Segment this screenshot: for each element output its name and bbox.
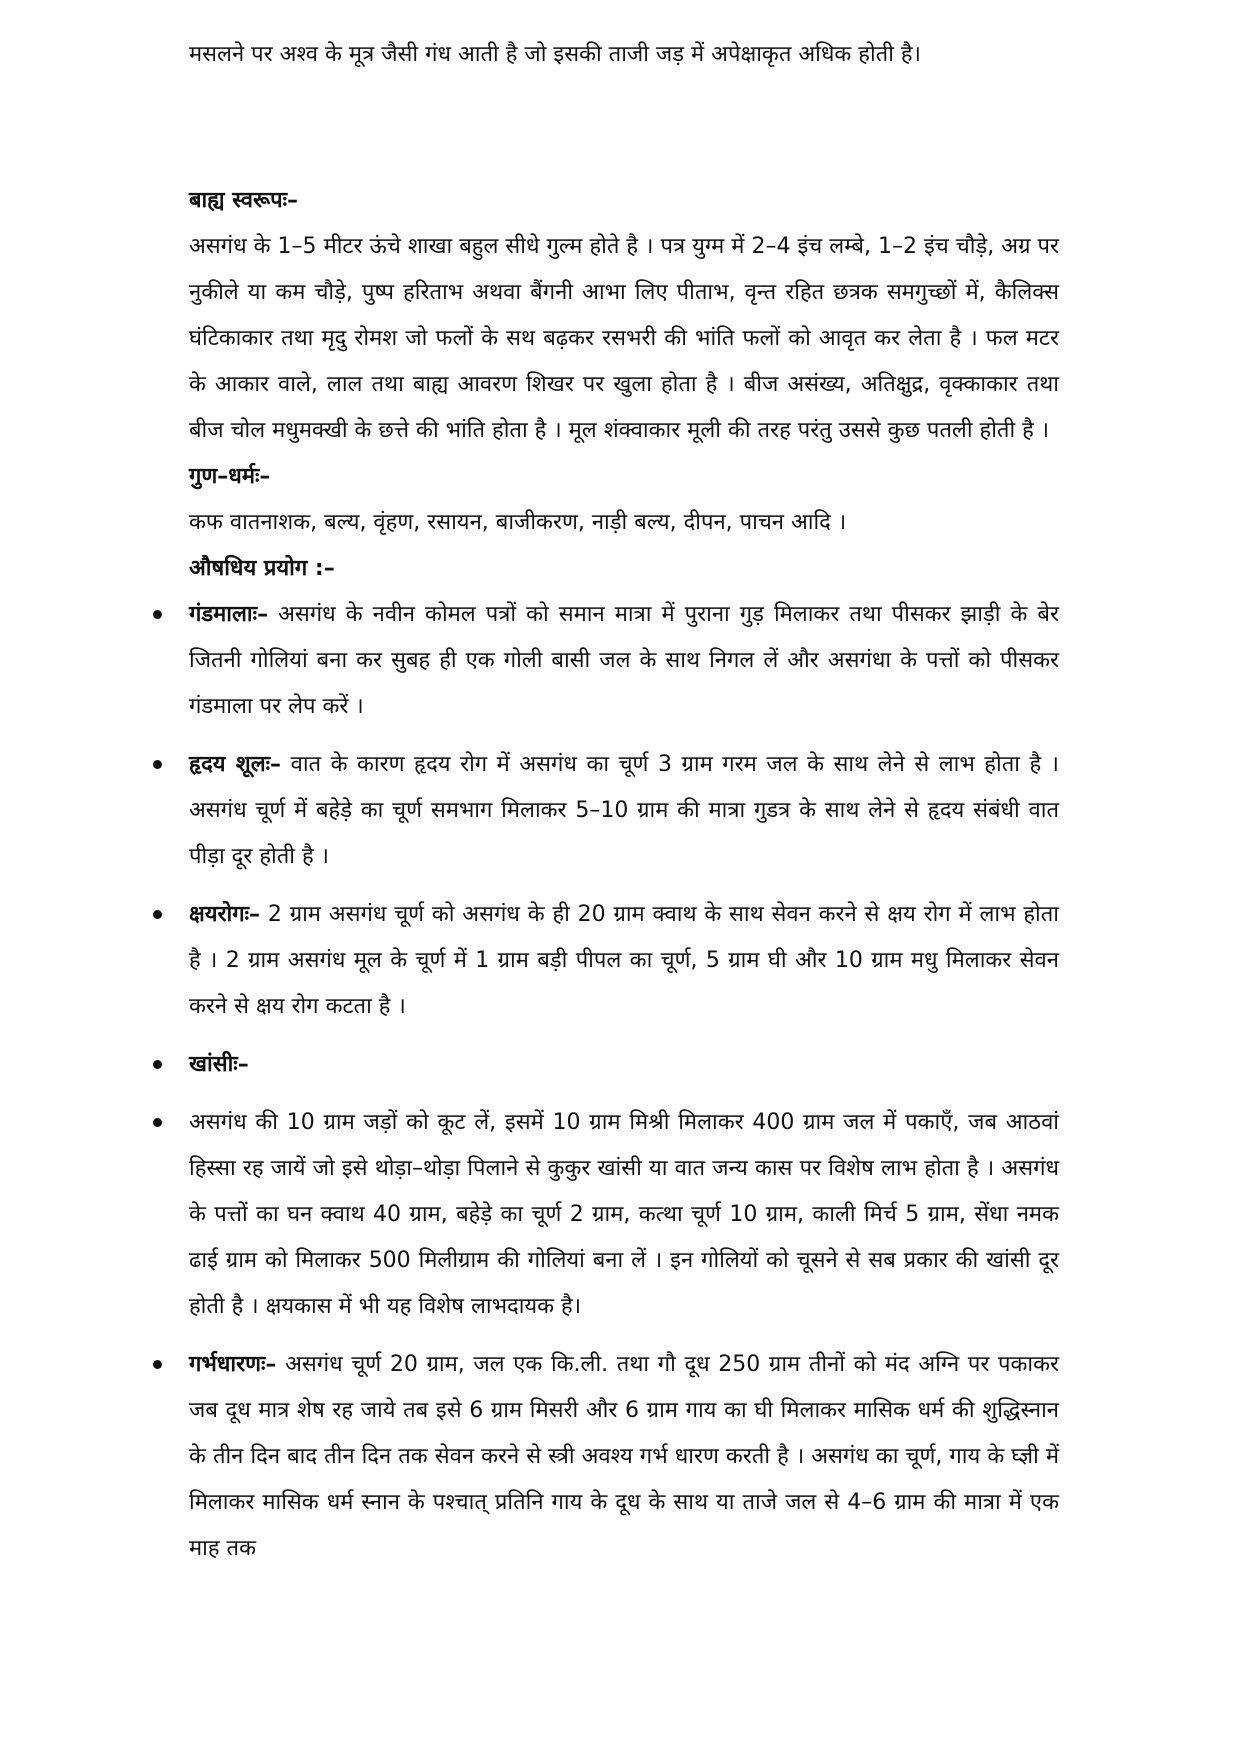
list-item-text: असगंध की 10 ग्राम जड़ों को कूट लें, इसमें 10 ग्राम मिश्री मिलाकर 400 ग्राम जल में पकाएँ, जब आठवां हिस्सा रह जायें जो इसे थोड़ा–थोड़ा पिलाने से कुकुर खांसी या वात जन्य कास पर विशेष लाभ होता है । असगंध के पत्तों का घन क्वाथ 40 ग्राम, बहेड़े का चूर्ण 2 ग्राम, कत्था चूर्ण 10 ग्राम, काली मिर्च 5 ग्राम, सेंधा नमक ढाई ग्राम को मिलाकर 500 मिलीग्राम की गोलियां बना लें । इन गोलियों को चूसने से सब प्रकार की खांसी दूर होती है । क्षयकास में भी यह विशेष लाभदायक है। bbox=[189, 1110, 1059, 1319]
list-item-term: खांसीः– bbox=[189, 1052, 249, 1077]
medicinal-use-list bbox=[189, 592, 1059, 1572]
list-item-text: असगंध चूर्ण 20 ग्राम, जल एक कि.ली. तथा गौ दूध 250 ग्राम तीनों को मंद अग्नि पर पकाकर जब दूध मात्र शेष रह जाये तब इसे 6 ग्राम मिसरी और 6 ग्राम गाय का घी मिलाकर मासिक धर्म की शुद्धिस्नान के तीन दिन बाद तीन दिन तक सेवन करने से स्त्री अवश्य गर्भ धारण करती है । असगंध का चूर्ण, गाय के घ्ज्ञी में मिलाकर मासिक धर्म स्नान के पश्चात् प्रतिनि गाय के दूध के साथ या ताजे जल से 4–6 ग्राम की मात्रा में एक माह तक bbox=[189, 1352, 1059, 1561]
list-item bbox=[189, 1342, 1059, 1572]
intro-paragraph: मसलने पर अश्व के मूत्र जैसी गंध आती है जो इसकी ताजी जड़ में अपेक्षाकृत अधिक होती है। bbox=[189, 42, 921, 67]
list-item-text: 2 ग्राम असगंध चूर्ण को असगंध के ही 20 ग्राम क्वाथ के साथ सेवन करने से क्षय रोग में लाभ होता है । 2 ग्राम असगंध मूल के चूर्ण में 1 ग्राम बड़ी पीपल का चूर्ण, 5 ग्राम घी और 10 ग्राम मधु मिलाकर सेवन करने से क्षय रोग कटता है । bbox=[189, 902, 1059, 1019]
list-item bbox=[189, 1100, 1059, 1330]
bullet-icon bbox=[153, 910, 162, 919]
bullet-icon bbox=[153, 1360, 162, 1369]
medicinal-use-heading: औषधिय प्रयोग :– bbox=[189, 556, 335, 581]
document-body bbox=[189, 32, 1059, 1584]
bullet-icon bbox=[153, 1060, 162, 1069]
bullet-icon bbox=[153, 1118, 162, 1127]
properties-paragraph: कफ वातनाशक, बल्य, वृंहण, रसायन, बाजीकरण, नाड़ी बल्य, दीपन, पाचन आदि । bbox=[189, 510, 847, 535]
list-item-text: असगंध के नवीन कोमल पत्रों को समान मात्रा में पुराना गुड़ मिलाकर तथा पीसकर झाड़ी के बेर जितनी गोलियां बना कर सुबह ही एक गोली बासी जल के साथ निगल लें और असगंधा के पत्तों को पीसकर गंडमाला पर लेप करें । bbox=[189, 602, 1059, 719]
list-item bbox=[189, 892, 1059, 1030]
list-item bbox=[189, 742, 1059, 880]
bullet-icon bbox=[153, 610, 162, 619]
external-form-heading: बाह्य स्वरूपः– bbox=[189, 188, 299, 213]
external-form-paragraph: असगंध के 1–5 मीटर ऊंचे शाखा बहुल सीधे गुल्म होते है । पत्र युग्म में 2–4 इंच लम्बे, 1–2 इंच चौड़े, अग्र पर नुकीले या कम चौड़े, पुष्प हरिताभ अथवा बैंगनी आभा लिए पीताभ, वृन्त रहित छत्रक समगुच्छों में, कैलिक्स घंटिकाकार तथा मृदु रोमश जो फलों के सथ बढ़कर रसभरी की भांति फलों को आवृत कर लेता है । फल मटर के आकार वाले, लाल तथा बाह्य आवरण शिखर पर खुला होता है । बीज असंख्य, अतिक्षुद्र, वृक्काकार तथा बीज चोल मधुमक्खी के छत्ते की भांति होता है । मूल शंक्वाकार मूली की तरह परंतु उससे कुछ पतली होती है । bbox=[189, 234, 1059, 443]
list-item-text: वात के कारण हृदय रोग में असगंध का चूर्ण 3 ग्राम गरम जल के साथ लेने से लाभ होता है । असगंध चूर्ण में बहेड़े का चूर्ण समभाग मिलाकर 5–10 ग्राम की मात्रा गुडत्र के साथ लेने से हृदय संबंधी वात पीड़ा दूर होती है । bbox=[189, 752, 1059, 869]
list-item-term: हृदय शूलः– bbox=[189, 752, 282, 777]
section-spacer bbox=[189, 78, 1059, 178]
properties-heading: गुण–धर्मः– bbox=[189, 464, 271, 489]
list-item bbox=[189, 1042, 1059, 1088]
list-item-term: क्षयरोगः– bbox=[189, 902, 261, 927]
list-item-term: गर्भधारणः– bbox=[189, 1352, 277, 1377]
bullet-icon bbox=[153, 760, 162, 769]
list-item-term: गंडमालाः– bbox=[189, 602, 269, 627]
list-item bbox=[189, 592, 1059, 730]
